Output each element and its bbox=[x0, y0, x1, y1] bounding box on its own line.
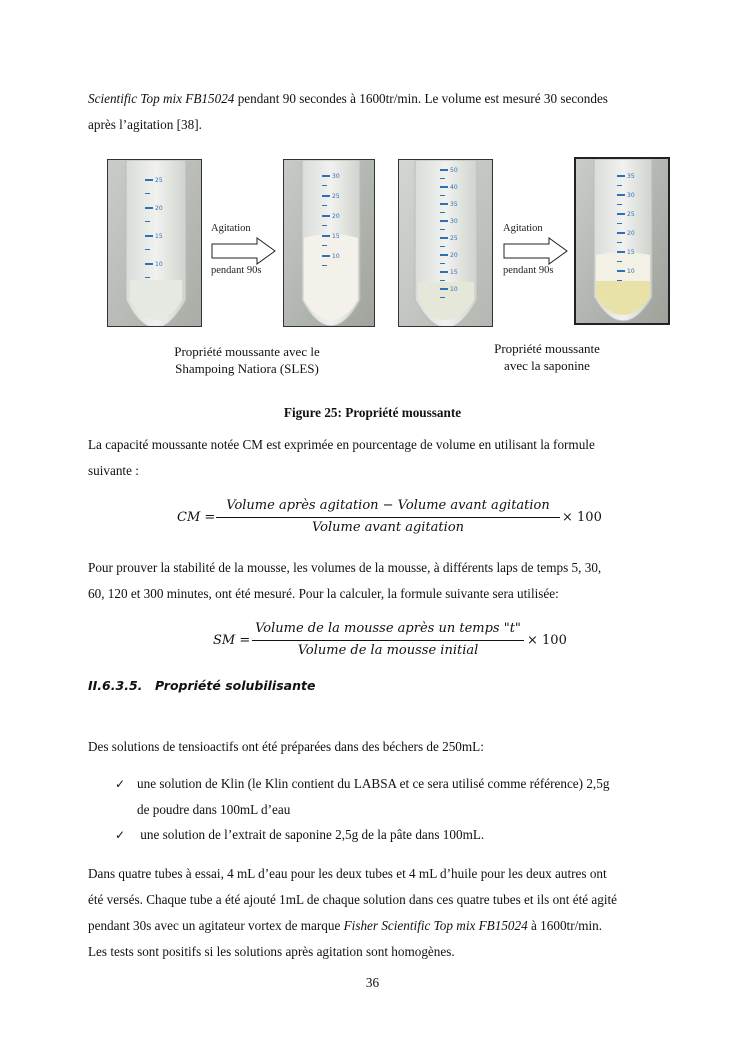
cm-paragraph bbox=[88, 432, 690, 484]
graduation-mark: 20 bbox=[440, 250, 458, 260]
graduation-mark: 15 bbox=[322, 231, 340, 241]
list-item-line-1: une solution de Klin (le Klin contient du LABSA et ce sera utilisé comme référence) 2,5g bbox=[137, 776, 610, 791]
graduation-mark: 20 bbox=[322, 211, 340, 221]
caption-left-line-1: Propriété moussante avec le bbox=[174, 344, 320, 359]
graduation-mark: 15 bbox=[617, 247, 635, 257]
intro-line-1 bbox=[88, 86, 690, 112]
checkmark-icon: ✓ bbox=[115, 828, 126, 842]
graduation-mark: 30 bbox=[617, 190, 635, 200]
final-line-3-pre: pendant 30s avec un agitateur vortex de marque bbox=[88, 918, 344, 933]
tube1-graduations bbox=[145, 175, 175, 315]
section-number: II.6.3.5. bbox=[88, 678, 143, 693]
graduation-mark: 25 bbox=[440, 233, 458, 243]
section-title: Propriété solubilisante bbox=[155, 678, 316, 693]
agitation-arrow-2 bbox=[503, 223, 571, 283]
page-number: 36 bbox=[365, 975, 380, 990]
graduation-mark: 25 bbox=[145, 175, 163, 185]
final-line-2: été versés. Chaque tube a été ajouté 1mL de chaque solution dans ces quatre tubes et ils ont été agité bbox=[88, 892, 618, 907]
cm-formula-numerator: Volume après agitation − Volume avant agitation bbox=[226, 498, 550, 513]
cm-formula-rhs: × 100 bbox=[562, 510, 602, 525]
right-arrow-icon bbox=[503, 237, 569, 265]
list-item-text bbox=[137, 771, 687, 823]
final-line-1: Dans quatre tubes à essai, 4 mL d’eau pour les deux tubes et 4 mL d’huile pour les deux autres ont bbox=[88, 866, 607, 881]
cm-formula-lhs: CM = bbox=[177, 510, 216, 525]
final-line-4: Les tests sont positifs si les solutions après agitation sont homogènes. bbox=[88, 944, 455, 959]
solutions-intro: Des solutions de tensioactifs ont été préparées dans des béchers de 250mL: bbox=[88, 739, 484, 754]
final-line-3-post: à 1600tr/min. bbox=[527, 918, 603, 933]
final-line-3 bbox=[88, 913, 690, 939]
cm-line-2: suivante : bbox=[88, 463, 139, 478]
graduation-mark: 20 bbox=[617, 228, 635, 238]
caption-right bbox=[452, 340, 642, 374]
graduation-mark: 25 bbox=[617, 209, 635, 219]
sm-formula-lhs: SM = bbox=[213, 633, 251, 648]
checkmark-icon: ✓ bbox=[115, 777, 126, 791]
graduation-mark: 35 bbox=[617, 171, 635, 181]
list-item bbox=[115, 771, 685, 823]
sm-paragraph bbox=[88, 555, 690, 607]
sm-line-1: Pour prouver la stabilité de la mousse, les volumes de la mousse, à différents laps de temps 5, 30, bbox=[88, 560, 602, 575]
right-arrow-icon bbox=[211, 237, 277, 265]
list-item-line-1: une solution de l’extrait de saponine 2,5g de la pâte dans 100mL. bbox=[137, 827, 485, 842]
intro-paragraph bbox=[88, 86, 690, 138]
graduation-mark: 10 bbox=[617, 266, 635, 276]
list-item-text bbox=[137, 822, 687, 848]
caption-left-line-2: Shampoing Natiora (SLES) bbox=[175, 361, 319, 376]
tube4-graduations bbox=[617, 171, 647, 311]
intro-line-2: après l’agitation [38]. bbox=[88, 117, 202, 132]
sm-formula-denominator: Volume de la mousse initial bbox=[297, 643, 479, 658]
arrow-2-top-label: Agitation bbox=[503, 223, 543, 234]
caption-right-line-1: Propriété moussante bbox=[494, 341, 600, 356]
list-item bbox=[115, 822, 685, 848]
tube3-graduations bbox=[440, 165, 470, 315]
graduation-mark: 15 bbox=[145, 231, 163, 241]
sm-line-2: 60, 120 et 300 minutes, ont été mesuré. Pour la calculer, la formule suivante sera utilisée: bbox=[88, 586, 559, 601]
foam-figure bbox=[107, 157, 672, 379]
graduation-mark: 10 bbox=[440, 284, 458, 294]
graduation-mark: 30 bbox=[440, 216, 458, 226]
final-paragraph bbox=[88, 861, 690, 965]
arrow-1-top-label: Agitation bbox=[211, 223, 251, 234]
sm-formula-numerator: Volume de la mousse après un temps "t" bbox=[255, 621, 521, 636]
graduation-mark: 10 bbox=[322, 251, 340, 261]
cm-line-1: La capacité moussante notée CM est exprimée en pourcentage de volume en utilisant la formule bbox=[88, 437, 595, 452]
graduation-mark: 25 bbox=[322, 191, 340, 201]
graduation-mark: 35 bbox=[440, 199, 458, 209]
agitation-arrow-1 bbox=[211, 223, 279, 283]
figure-title: Figure 25: Propriété moussante bbox=[283, 405, 462, 420]
list-item-line-2: de poudre dans 100mL d’eau bbox=[137, 802, 291, 817]
graduation-mark: 50 bbox=[440, 165, 458, 175]
arrow-2-bottom-label: pendant 90s bbox=[503, 265, 554, 276]
arrow-1-bottom-label: pendant 90s bbox=[211, 265, 262, 276]
device-name: Fisher Scientific Top mix FB15024 bbox=[343, 918, 528, 933]
graduation-mark: 20 bbox=[145, 203, 163, 213]
graduation-mark: 30 bbox=[322, 171, 340, 181]
caption-right-line-2: avec la saponine bbox=[504, 358, 590, 373]
graduation-mark: 15 bbox=[440, 267, 458, 277]
graduation-mark: 10 bbox=[145, 259, 163, 269]
intro-line-1-text: pendant 90 secondes à 1600tr/min. Le volume est mesuré 30 secondes bbox=[234, 91, 608, 106]
cm-formula-denominator: Volume avant agitation bbox=[311, 520, 465, 535]
caption-left bbox=[147, 343, 347, 377]
tube2-graduations bbox=[322, 171, 352, 311]
sm-formula-rhs: × 100 bbox=[527, 633, 567, 648]
cm-fraction-bar bbox=[216, 517, 560, 518]
graduation-mark: 40 bbox=[440, 182, 458, 192]
sm-fraction-bar bbox=[252, 640, 524, 641]
device-name: Scientific Top mix FB15024 bbox=[88, 91, 235, 106]
